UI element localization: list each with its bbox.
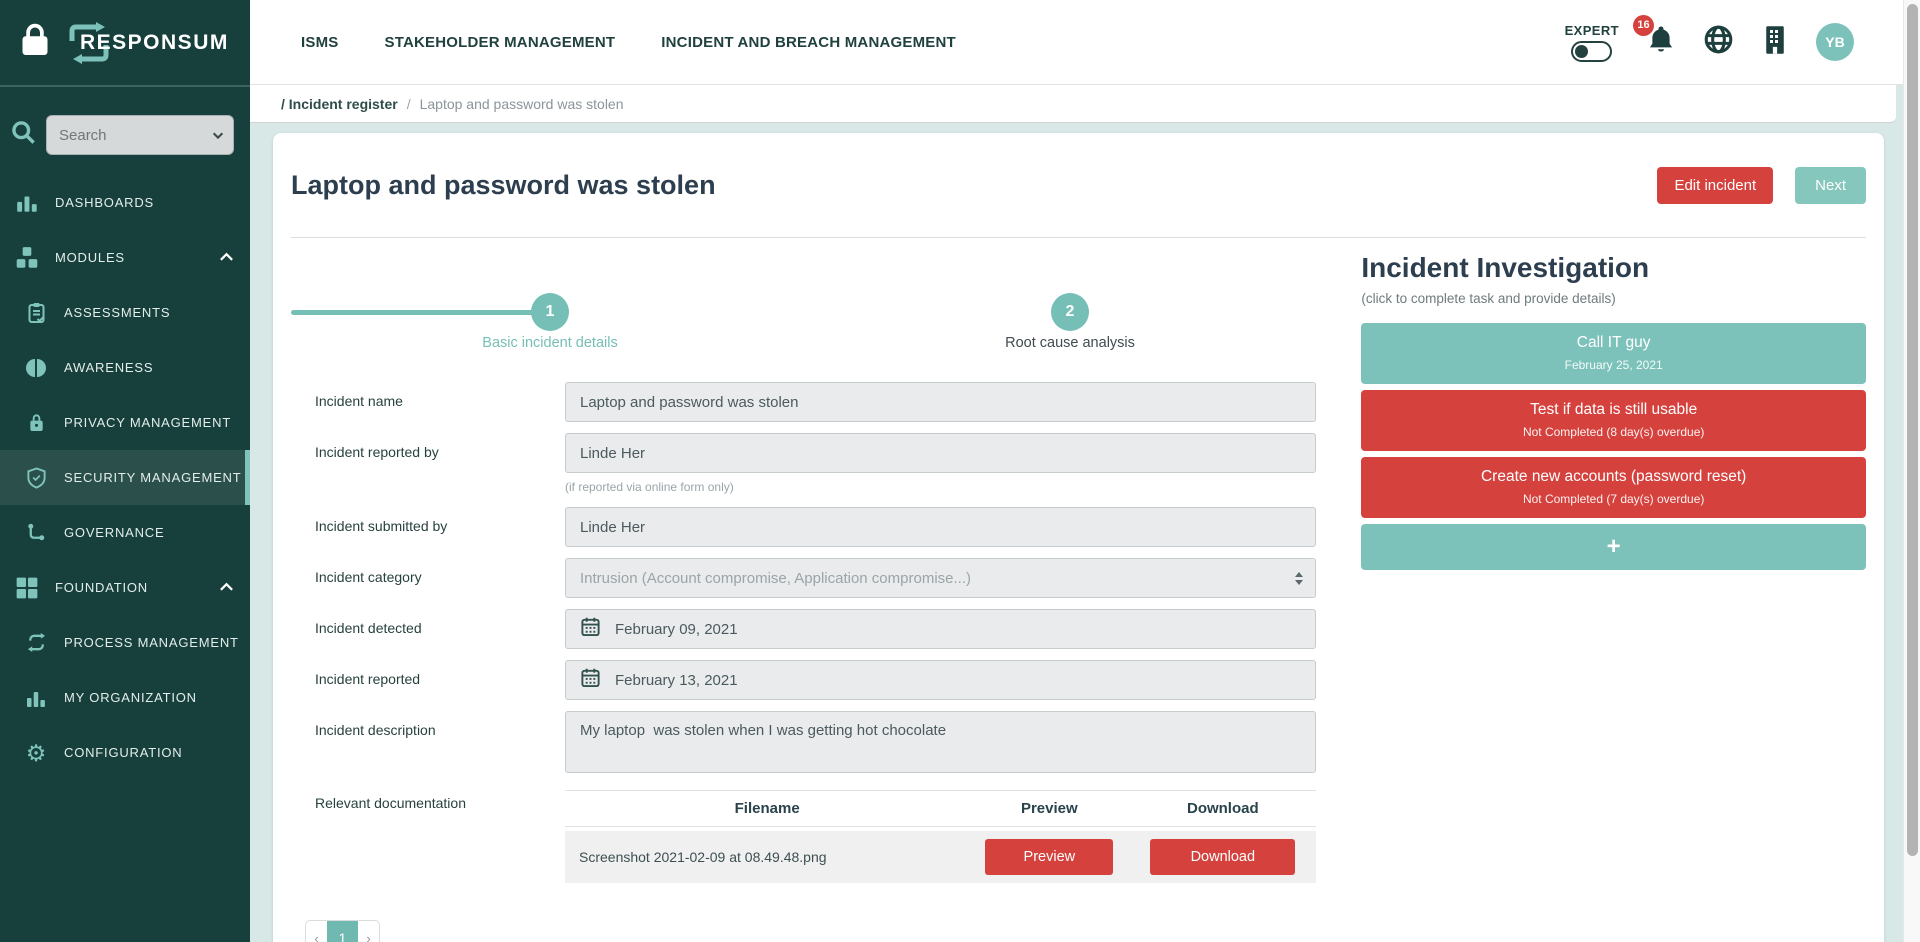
- search-icon: [10, 119, 37, 151]
- breadcrumb-separator: /: [406, 95, 411, 112]
- incident-category-select[interactable]: Intrusion (Account compromise, Application compromise...): [565, 558, 1316, 598]
- incident-investigation-panel: [1361, 238, 1866, 942]
- sidebar-item-security-management[interactable]: SECURITY MANAGEMENT: [0, 450, 250, 505]
- sidebar-item-dashboards[interactable]: DASHBOARDS: [0, 175, 250, 230]
- shield-icon: [22, 467, 50, 489]
- filename-column-header: Filename: [734, 800, 800, 817]
- bar-chart-icon: [13, 191, 41, 215]
- incident-name-field[interactable]: [565, 382, 1316, 422]
- task-create-new-accounts[interactable]: Create new accounts (password reset) Not Completed (7 day(s) overdue): [1361, 457, 1866, 518]
- chevron-down-icon[interactable]: [211, 128, 225, 147]
- incident-form: [291, 238, 1316, 942]
- main-area: [250, 0, 1920, 942]
- topnav-stakeholder-management[interactable]: STAKEHOLDER MANAGEMENT: [384, 33, 616, 51]
- step-1-label: Basic incident details: [482, 335, 618, 351]
- globe-icon: [1703, 42, 1734, 59]
- pagination: [305, 920, 380, 942]
- expert-toggle[interactable]: [1571, 41, 1612, 62]
- incident-description-label: Incident description: [315, 722, 436, 738]
- download-column-header: Download: [1186, 800, 1259, 817]
- sidebar-item-configuration[interactable]: ⚙ CONFIGURATION: [0, 725, 250, 780]
- breadcrumb-incident-register[interactable]: / Incident register: [281, 95, 398, 112]
- document-filename: Screenshot 2021-02-09 at 08.49.48.png: [579, 849, 827, 865]
- incident-reported-by-label: Incident reported by: [315, 444, 439, 460]
- notifications-button[interactable]: [1637, 19, 1676, 61]
- documents-table-header: [565, 790, 1316, 827]
- padlock-icon: [22, 412, 50, 433]
- step-2-label: Root cause analysis: [1005, 335, 1135, 351]
- sidebar: [0, 0, 250, 942]
- incident-reported-label: Incident reported: [315, 671, 421, 687]
- page-title: Laptop and password was stolen: [291, 169, 716, 200]
- incident-detected-datepicker[interactable]: February 09, 2021: [565, 609, 1316, 649]
- page-scrollbar[interactable]: [1903, 0, 1920, 942]
- pagination-next[interactable]: ›: [366, 930, 371, 942]
- expert-label: EXPERT: [1564, 22, 1619, 38]
- clipboard-check-icon: [22, 302, 50, 324]
- edit-incident-button[interactable]: Edit incident: [1657, 167, 1773, 204]
- sidebar-nav: [0, 175, 250, 780]
- investigation-title: Incident Investigation: [1361, 252, 1650, 283]
- step-1-circle[interactable]: 1: [531, 293, 569, 331]
- investigation-subtitle: (click to complete task and provide details): [1361, 291, 1616, 306]
- table-row: [565, 831, 1316, 883]
- add-task-button[interactable]: +: [1361, 524, 1866, 570]
- avatar[interactable]: YB: [1816, 23, 1854, 61]
- pagination-page-1[interactable]: 1: [327, 921, 358, 942]
- sidebar-item-governance[interactable]: GOVERNANCE: [0, 505, 250, 560]
- lock-icon: [20, 22, 50, 63]
- preview-button[interactable]: Preview: [985, 839, 1113, 875]
- topnav-isms[interactable]: ISMS: [301, 33, 339, 51]
- sidebar-item-awareness[interactable]: AWARENESS: [0, 340, 250, 395]
- chevron-up-icon[interactable]: [219, 249, 234, 267]
- incident-name-label: Incident name: [315, 393, 403, 409]
- breadcrumb-current: Laptop and password was stolen: [419, 95, 624, 112]
- reported-by-helper-text: (if reported via online form only): [565, 480, 734, 494]
- incident-category-label: Incident category: [315, 569, 422, 585]
- org-bars-icon: [22, 687, 50, 709]
- sidebar-item-my-organization[interactable]: MY ORGANIZATION: [0, 670, 250, 725]
- breadcrumb: [250, 85, 1896, 123]
- expert-toggle-group: [1565, 23, 1619, 62]
- organization-button[interactable]: [1761, 25, 1789, 60]
- stepper: [291, 238, 1316, 369]
- next-button[interactable]: Next: [1795, 167, 1866, 204]
- sidebar-item-process-management[interactable]: PROCESS MANAGEMENT: [0, 615, 250, 670]
- pagination-prev[interactable]: ‹: [314, 930, 319, 942]
- incident-reported-by-field[interactable]: [565, 433, 1316, 473]
- building-icon: [1761, 42, 1789, 59]
- calendar-icon: [580, 616, 601, 642]
- incident-card: [273, 133, 1884, 942]
- top-nav: [301, 34, 956, 51]
- step-2-circle[interactable]: 2: [1051, 293, 1089, 331]
- calendar-icon: [580, 667, 601, 693]
- incident-detected-label: Incident detected: [315, 620, 422, 636]
- stepper-progress-line: [291, 310, 553, 315]
- relevant-documentation-label: Relevant documentation: [315, 795, 466, 811]
- sidebar-item-foundation[interactable]: FOUNDATION: [0, 560, 250, 615]
- topnav-incident-breach-management[interactable]: INCIDENT AND BREACH MANAGEMENT: [661, 33, 956, 51]
- sidebar-item-modules[interactable]: MODULES: [0, 230, 250, 285]
- repeat-icon: [22, 632, 50, 653]
- brain-icon: [22, 357, 50, 379]
- incident-submitted-by-label: Incident submitted by: [315, 518, 448, 534]
- sitemap-icon: [22, 522, 50, 543]
- cubes-icon: [13, 246, 41, 270]
- notification-badge: 16: [1633, 15, 1654, 36]
- incident-description-field[interactable]: [565, 711, 1316, 773]
- documents-table: [565, 790, 1316, 883]
- language-globe-button[interactable]: [1703, 24, 1734, 60]
- sidebar-item-assessments[interactable]: ASSESSMENTS: [0, 285, 250, 340]
- select-spinner-icon: [1295, 572, 1303, 585]
- task-call-it-guy[interactable]: Call IT guy February 25, 2021: [1361, 323, 1866, 384]
- brand-logo[interactable]: [0, 0, 250, 87]
- gear-icon: ⚙: [25, 739, 47, 766]
- sidebar-search-input[interactable]: [46, 115, 234, 155]
- scrollbar-thumb[interactable]: [1907, 4, 1918, 856]
- brand-name: RESPONSUM: [80, 30, 229, 54]
- bell-icon: [1646, 43, 1676, 60]
- task-test-data-usable[interactable]: Test if data is still usable Not Completed (8 day(s) overdue): [1361, 390, 1866, 451]
- top-bar: [250, 0, 1920, 85]
- preview-column-header: Preview: [1020, 800, 1078, 817]
- chevron-up-icon[interactable]: [219, 579, 234, 597]
- incident-reported-datepicker[interactable]: February 13, 2021: [565, 660, 1316, 700]
- grid-icon: [13, 576, 41, 600]
- download-button[interactable]: Download: [1150, 839, 1295, 875]
- incident-submitted-by-field[interactable]: [565, 507, 1316, 547]
- content-area: [250, 124, 1920, 942]
- sidebar-item-privacy-management[interactable]: PRIVACY MANAGEMENT: [0, 395, 250, 450]
- toggle-knob: [1575, 45, 1588, 58]
